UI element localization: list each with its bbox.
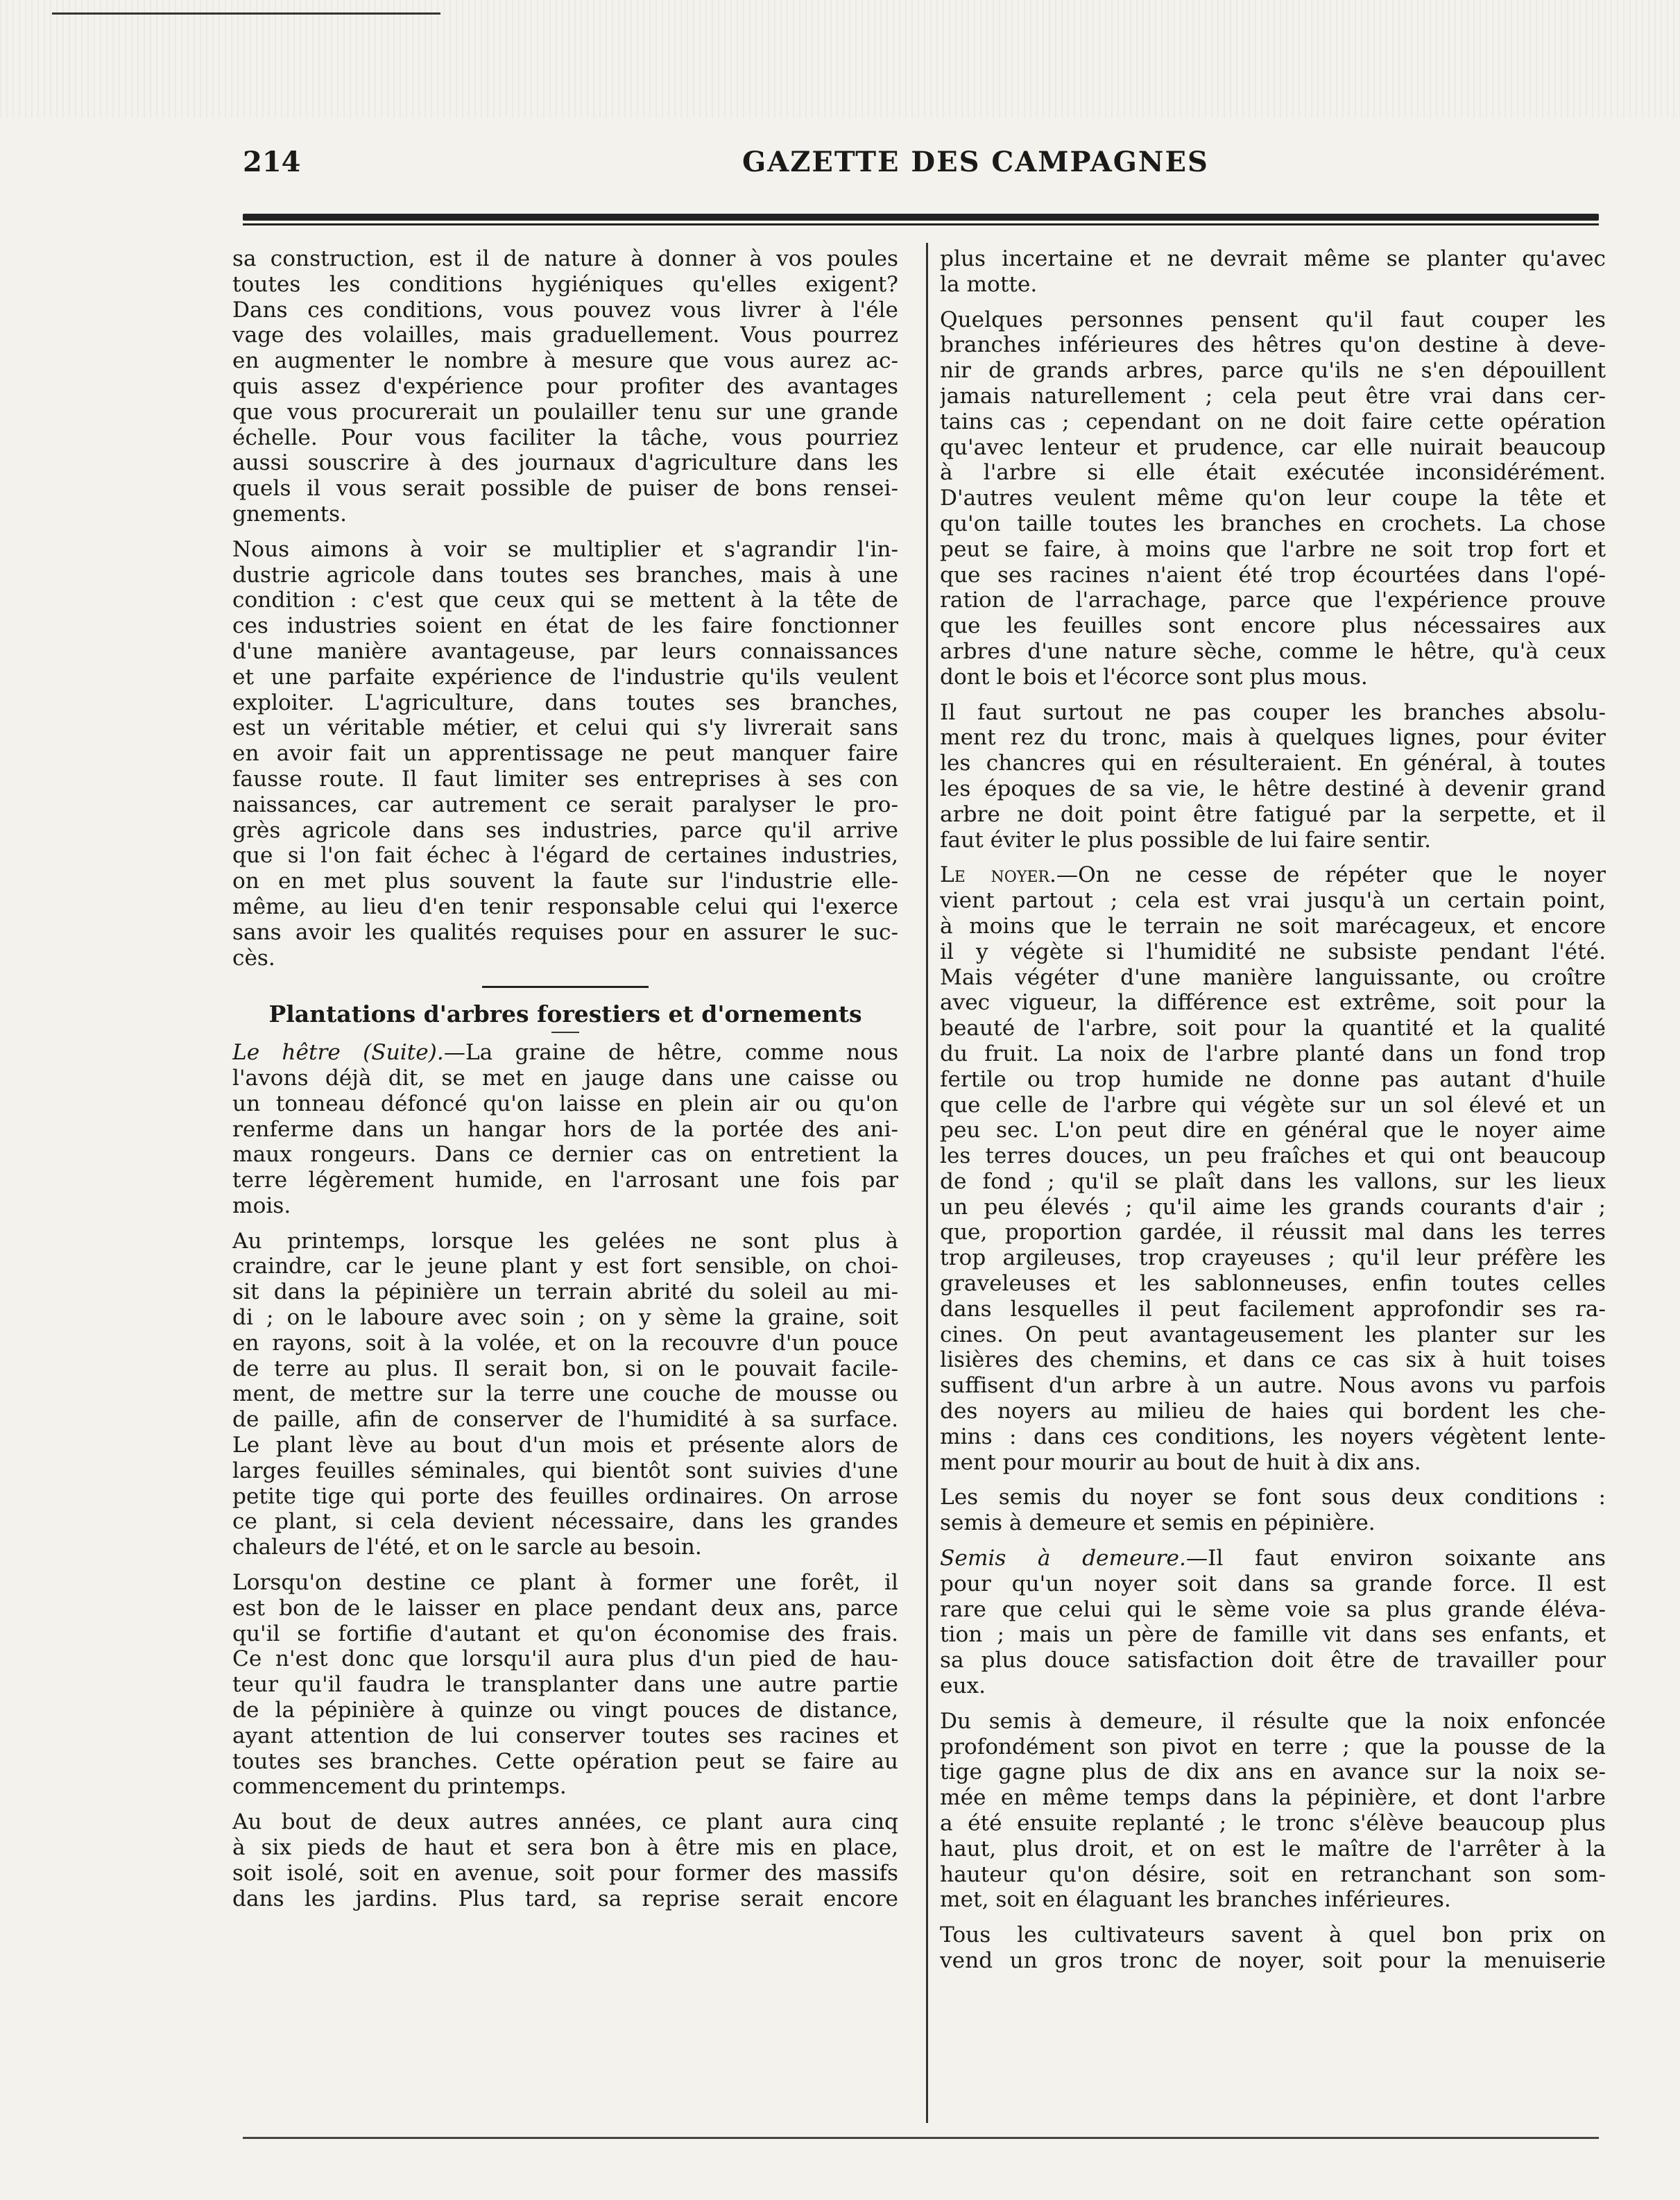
text-line [232,690,898,716]
text-line [232,1698,898,1723]
text-line [940,1067,1606,1093]
line-text: graveleuses et les sablonneuses, enfin toutes celles [940,1271,1606,1297]
text-line [940,1195,1606,1220]
text-line [232,323,898,348]
header-rule-thick [243,214,1599,221]
line-text: haut, plus droit, et on est le maître de l'arrêter à la [940,1836,1606,1861]
text-line [940,1220,1606,1245]
text-line [232,715,898,741]
text-line [940,1016,1606,1041]
text-line [232,502,898,527]
line-text: ayant attention de lui conserver toutes ses racines et [232,1723,898,1748]
line-text: hauteur qu'on désire, soit en retranchant son som- [940,1861,1606,1887]
header-rule-thin [243,223,1599,225]
line-text: du fruit. La noix de l'arbre planté dans un fond trop [940,1041,1606,1066]
line-text: petite tige qui porte des feuilles ordinaires. On arrose [232,1483,898,1509]
line-text: tains cas ; cependant on ne doit faire cette opération [940,409,1606,434]
paragraph [232,1229,898,1560]
text-line [940,272,1606,298]
line-text: les époques de sa vie, le hêtre destiné à devenir grand [940,776,1606,801]
line-text: lisières des chemins, et dans ce cas six à huit toises [940,1347,1606,1373]
line-text: dustrie agricole dans toutes ses branches, mais à une [232,562,898,588]
text-line [232,946,898,971]
line-text: rare que celui qui le sème voie sa plus grande éléva- [940,1596,1606,1622]
text-line [940,1169,1606,1195]
left-column [232,246,898,1911]
line-text: grès agricole dans ses industries, parce qu'il arrive [232,817,898,843]
text-line [940,990,1606,1016]
text-line [232,741,898,767]
line-text: semis à demeure et semis en pépinière. [940,1510,1375,1536]
text-line [940,1709,1606,1734]
text-line [232,1621,898,1647]
line-text: Ce n'est donc que lorsqu'il aura plus d'un pied de hau- [232,1646,898,1672]
line-text: en rayons, soit à la volée, et on la recouvre d'un pouce [232,1330,898,1356]
line-text: —On ne cesse de répéter que le noyer [1056,862,1606,888]
line-text: à six pieds de haut et sera bon à être mis en place, [232,1835,898,1861]
text-line [940,1271,1606,1297]
text-line [232,1229,898,1254]
paragraph-lead: Le noyer. [940,862,1056,888]
text-line [940,639,1606,665]
line-text: profondément son pivot en terre ; que la pousse de la [940,1734,1606,1759]
paragraph [940,862,1606,1475]
line-text: di ; on le laboure avec soin ; on y sème la graine, soit [232,1305,898,1331]
line-text: vient partout ; cela est vrai jusqu'à un certain point, [940,888,1606,914]
line-text: suffisent d'un arbre à un autre. Nous avons vu parfois [940,1373,1606,1399]
line-text: Le plant lève au bout d'un mois et présente alors de [232,1433,898,1458]
text-line [940,460,1606,486]
line-text: cines. On peut avantageusement les planter sur les [940,1322,1606,1347]
line-text: Dans ces conditions, vous pouvez vous livrer à l'éle [232,297,898,323]
line-text: craindre, car le jeune plant y est fort sensible, on choi- [232,1254,898,1279]
text-line [232,1142,898,1168]
line-text: même, au lieu d'en tenir responsable celui qui l'exerce [232,894,898,919]
line-text: qu'on taille toutes les branches en crochets. La chose [940,511,1606,536]
text-line [232,246,898,272]
line-text: Lorsqu'on destine ce plant à former une forêt, il [232,1570,898,1596]
journal-title: GAZETTE DES CAMPAGNES [742,146,1209,178]
text-line [940,1510,1606,1536]
line-text: que celle de l'arbre qui végète sur un sol élevé et un [940,1092,1606,1118]
line-text: commencement du printemps. [232,1774,567,1800]
line-text: Mais végéter d'une manière languissante, ou croître [940,964,1606,990]
text-line [940,1373,1606,1399]
text-line [940,776,1606,802]
line-text: est bon de le laisser en place pendant deux ans, parce [232,1595,898,1621]
text-line [232,920,898,946]
line-text: plus incertaine et ne devrait même se planter qu'avec [940,246,1606,271]
line-text: Les semis du noyer se font sous deux conditions : [940,1485,1606,1510]
line-text: D'autres veulent même qu'on leur coupe la tête et [940,486,1606,511]
text-line [232,1646,898,1672]
line-text: eux. [940,1673,986,1699]
text-line [940,939,1606,965]
text-line [232,1774,898,1800]
text-line [940,409,1606,435]
line-text: on en met plus souvent la faute sur l'industrie elle- [232,869,898,894]
line-text: peu sec. L'on peut dire en général que le noyer aime [940,1118,1606,1143]
text-line [232,843,898,869]
line-text: met, soit en élaguant les branches inférieures. [940,1887,1451,1913]
text-line [232,1091,898,1117]
text-line [940,1734,1606,1760]
paragraph [232,537,898,971]
text-line [232,818,898,844]
line-text: larges feuilles séminales, qui bientôt sont suivies d'une [232,1458,898,1483]
text-line [940,384,1606,409]
paragraph [232,1040,898,1219]
text-line [940,1245,1606,1271]
right-column [940,246,1606,1974]
line-text: cès. [232,945,275,971]
line-text: dans lesquelles il peut facilement approfondir ses ra- [940,1296,1606,1322]
text-line [940,332,1606,358]
line-text: vage des volailles, mais graduellement. Vous pourrez [232,323,898,348]
text-line [232,894,898,920]
text-line [940,700,1606,726]
top-edge-line [52,12,440,15]
line-text: en avoir fait un apprentissage ne peut manquer faire [232,741,898,767]
text-line [232,613,898,639]
text-line [232,1570,898,1596]
text-line [940,246,1606,272]
text-line [940,563,1606,588]
text-line [940,1041,1606,1067]
text-line [940,725,1606,751]
paragraph-lead: Le hêtre (Suite). [232,1040,444,1066]
text-line [232,1066,898,1091]
text-line [232,425,898,451]
text-line [940,435,1606,461]
line-text: trop argileuses, trop crayeuses ; qu'il leur préfère les [940,1245,1606,1271]
line-text: de fond ; qu'il se plaît dans les vallons, sur les lieux [940,1168,1606,1194]
text-line [232,374,898,400]
line-text: sans avoir les qualités requises pour en assurer le suc- [232,919,898,945]
line-text: ment rez du tronc, mais à quelques lignes, pour éviter [940,725,1606,751]
line-text: nir de grands arbres, parce qu'ils ne s'en dépouillent [940,358,1606,384]
text-line [940,486,1606,511]
text-line [232,1509,898,1535]
text-line [232,588,898,613]
line-text: à moins que le terrain ne soit marécageux, et encore [940,913,1606,939]
line-text: que ses racines n'aient été trop écourtées dans l'opé- [940,562,1606,588]
line-text: que vous procurerait un poulailler tenu sur une grande [232,399,898,425]
line-text: sit dans la pépinière un terrain abrité du soleil au mi- [232,1279,898,1305]
text-line [232,1861,898,1886]
text-line [940,1485,1606,1510]
line-text: —La graine de hêtre, comme nous [443,1040,898,1066]
line-text: renferme dans un hangar hors de la portée des ani- [232,1116,898,1142]
paragraph [940,700,1606,853]
text-line [940,1785,1606,1811]
line-text: —Il faut environ soixante ans [1185,1546,1606,1571]
title-dash [551,1032,579,1033]
line-text: de paille, afin de conserver de l'humidité à sa surface. [232,1407,898,1433]
text-line [940,1571,1606,1597]
line-text: et une parfaite expérience de l'industrie qu'ils veulent [232,664,898,690]
line-text: de la pépinière à quinze ou vingt pouces de distance, [232,1698,898,1723]
text-line [940,1836,1606,1862]
text-line [940,862,1606,888]
line-text: de terre au plus. Il serait bon, si on le pouvait facile- [232,1356,898,1381]
line-text: fertile ou trop humide ne donne pas autant d'huile [940,1066,1606,1092]
text-line [232,1672,898,1698]
paragraph [232,1570,898,1800]
text-line [232,665,898,690]
line-text: ces industries soient en état de les faire fonctionner [232,613,898,639]
line-text: ce plant, si cela devient nécessaire, dans les grandes [232,1509,898,1535]
text-line [940,751,1606,776]
text-line [940,1811,1606,1836]
line-text: peut se faire, à moins que l'arbre ne soit trop fort et [940,536,1606,562]
text-line [232,476,898,502]
text-line [232,1279,898,1305]
text-line [940,802,1606,828]
text-line [232,1193,898,1219]
line-text: aussi souscrire à des journaux d'agriculture dans les [232,450,898,476]
line-text: les chancres qui en résulteraient. En général, à toutes [940,751,1606,776]
text-line [940,1118,1606,1143]
line-text: mée en même temps dans la pépinière, et dont l'arbre [940,1785,1606,1811]
line-text: exploiter. L'agriculture, dans toutes ses branches, [232,690,898,715]
text-line [232,639,898,665]
line-text: arbres d'une nature sèche, comme le hêtre, qu'à ceux [940,638,1606,664]
text-line [940,1597,1606,1623]
line-text: toutes les conditions hygiéniques qu'elles exigent? [232,271,898,297]
text-line [940,1424,1606,1450]
line-text: quels il vous serait possible de puiser de bons rensei- [232,476,898,502]
text-line [232,1596,898,1621]
text-line [232,1407,898,1433]
line-text: soit isolé, soit en avenue, soit pour former des massifs [232,1860,898,1886]
line-text: gnements. [232,501,348,527]
line-text: d'une manière avantageuse, par leurs connaissances [232,638,898,664]
text-line [232,1458,898,1484]
paragraph [232,1809,898,1911]
line-text: avec vigueur, la différence est extrême, soit pour la [940,990,1606,1016]
line-text: ment pour mourir au bout de huit à dix ans. [940,1449,1421,1475]
text-line [232,792,898,818]
text-line [940,828,1606,853]
line-text: beauté de l'arbre, soit pour la quantité et la qualité [940,1016,1606,1041]
line-text: un peu élevés ; qu'il aime les grands courants d'air ; [940,1194,1606,1220]
text-line [940,307,1606,333]
text-line [232,400,898,425]
line-text: jamais naturellement ; cela peut être vrai dans cer- [940,383,1606,409]
text-line [232,1168,898,1193]
line-text: les terres douces, un peu fraîches et qui ont beaucoup [940,1143,1606,1169]
text-line [232,1331,898,1356]
line-text: dans les jardins. Plus tard, sa reprise serait encore [232,1886,898,1911]
text-line [232,1749,898,1775]
paragraph [940,1922,1606,1974]
line-text: condition : c'est que ceux qui se mettent à la tête de [232,588,898,613]
line-text: ration de l'arrachage, parce que l'expérience prouve [940,588,1606,613]
text-line [232,1835,898,1861]
text-line [232,563,898,588]
line-text: la motte. [940,271,1038,297]
text-line [232,1356,898,1382]
text-line [940,1887,1606,1913]
page-number: 214 [243,146,301,178]
paragraph [940,1709,1606,1913]
text-line [940,1093,1606,1118]
paragraph [940,307,1606,690]
line-text: a été ensuite replanté ; le tronc s'élève beaucoup plus [940,1811,1606,1836]
text-line [940,1322,1606,1348]
line-text: Nous aimons à voir se multiplier et s'agrandir l'in- [232,536,898,562]
text-line [940,613,1606,639]
line-text: tion ; mais un père de famille vit dans ses enfants, et [940,1622,1606,1648]
paragraph [232,246,898,527]
text-line [232,1305,898,1331]
line-text: qu'il se fortifie d'autant et qu'on économise des frais. [232,1621,898,1646]
line-text: Du semis à demeure, il résulte que la noix enfoncée [940,1708,1606,1734]
text-line [232,767,898,792]
text-line [940,1399,1606,1424]
section-title: Plantations d'arbres forestiers et d'ornements [268,1000,862,1028]
text-line [940,665,1606,690]
text-line [940,1622,1606,1648]
section-divider [482,986,649,988]
text-line [232,298,898,323]
line-text: en augmenter le nombre à mesure que vous aurez ac- [232,348,898,374]
line-text: à l'arbre si elle était exécutée inconsidérément. [940,460,1606,486]
text-line [940,1922,1606,1948]
paragraph [940,246,1606,298]
page-header [243,146,1422,187]
line-text: maux rongeurs. Dans ce dernier cas on entretient la [232,1142,898,1168]
text-line [232,1254,898,1279]
paragraph [940,1546,1606,1699]
text-line [940,1450,1606,1476]
text-line [232,1433,898,1458]
line-text: des noyers au milieu de haies qui bordent les che- [940,1399,1606,1424]
column-divider [926,243,928,2123]
line-text: naissances, car autrement ce serait paralyser le pro- [232,792,898,817]
line-text: ment, de mettre sur la terre une couche de mousse ou [232,1381,898,1407]
line-text: mois. [232,1193,291,1218]
line-text: arbre ne doit point être fatigué par la serpette, et il [940,801,1606,827]
line-text: vend un gros tronc de noyer, soit pour la menuiserie [940,1948,1606,1973]
text-line [940,1673,1606,1699]
text-line [232,1535,898,1560]
text-line [940,1297,1606,1322]
text-line [940,1143,1606,1169]
line-text: quis assez d'expérience pour profiter des avantages [232,373,898,399]
line-text: que si l'on fait échec à l'égard de certaines industries, [232,843,898,869]
line-text: échelle. Pour vous faciliter la tâche, vous pourriez [232,425,898,450]
text-line [940,1546,1606,1571]
text-line [940,511,1606,537]
text-line [232,272,898,298]
text-line [940,1759,1606,1785]
line-text: qu'avec lenteur et prudence, car elle nuirait beaucoup [940,434,1606,460]
line-text: Quelques personnes pensent qu'il faut couper les [940,307,1606,332]
line-text: Il faut surtout ne pas couper les branches absolu- [940,699,1606,725]
line-text: Au bout de deux autres années, ce plant aura cinq [232,1809,898,1835]
text-line [940,965,1606,991]
line-text: l'avons déjà dit, se met en jauge dans une caisse ou [232,1065,898,1091]
line-text: chaleurs de l'été, et on le sarcle au besoin. [232,1535,702,1560]
text-line [232,1117,898,1143]
text-line [940,588,1606,613]
text-line [940,1862,1606,1888]
line-text: faut éviter le plus possible de lui faire sentir. [940,827,1431,853]
text-line [232,537,898,563]
text-line [232,1484,898,1510]
text-line [232,1809,898,1835]
text-line [940,537,1606,563]
text-line [232,1723,898,1749]
text-line [940,888,1606,914]
line-text: dont le bois et l'écorce sont plus mous. [940,664,1368,690]
line-text: mins : dans ces conditions, les noyers végètent lente- [940,1424,1606,1449]
line-text: sa plus douce satisfaction doit être de travailler pour [940,1648,1606,1673]
text-line [232,869,898,894]
paragraph-lead: Semis à demeure. [940,1546,1186,1571]
text-line [940,1347,1606,1373]
text-line [940,358,1606,384]
line-text: terre légèrement humide, en l'arrosant une fois par [232,1168,898,1193]
paper-texture [0,0,1680,118]
paragraph [940,1485,1606,1536]
line-text: tige gagne plus de dix ans en avance sur la noix se- [940,1759,1606,1785]
line-text: branches inférieures des hêtres qu'on destine à deve- [940,332,1606,358]
text-line [232,450,898,476]
line-text: un tonneau défoncé qu'on laisse en plein air ou qu'on [232,1091,898,1116]
line-text: fausse route. Il faut limiter ses entreprises à ses con [232,766,898,792]
line-text: Au printemps, lorsque les gelées ne sont plus à [232,1228,898,1254]
line-text: que, proportion gardée, il réussit mal dans les terres [940,1220,1606,1245]
line-text: toutes ses branches. Cette opération peut se faire au [232,1748,898,1774]
line-text: pour qu'un noyer soit dans sa grande force. Il est [940,1571,1606,1596]
line-text: il y végète si l'humidité ne subsiste pendant l'été. [940,939,1606,964]
text-line [940,1948,1606,1974]
bottom-rule [243,2137,1599,2139]
line-text: teur qu'il faudra le transplanter dans une autre partie [232,1672,898,1698]
line-text: Tous les cultivateurs savent à quel bon prix on [940,1922,1606,1948]
line-text: est un véritable métier, et celui qui s'y livrerait sans [232,715,898,741]
text-line [232,1040,898,1066]
text-line [232,1381,898,1407]
text-line [232,348,898,374]
text-line [232,1886,898,1912]
text-line [940,1648,1606,1673]
line-text: que les feuilles sont encore plus nécessaires aux [940,613,1606,639]
line-text: sa construction, est il de nature à donner à vos poules [232,246,898,271]
text-line [940,914,1606,939]
